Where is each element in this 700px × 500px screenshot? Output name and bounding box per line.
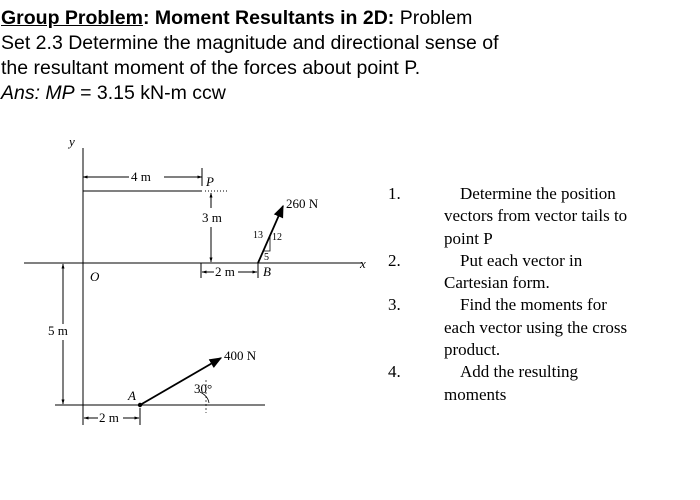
x-axis-label: x	[360, 256, 366, 271]
title-group-problem: Group Problem	[1, 7, 143, 29]
step-1	[386, 183, 686, 250]
origin-label: O	[90, 269, 100, 284]
header-line-2: Set 2.3 Determine the magnitude and directional sense of	[1, 32, 499, 54]
title-colon: :	[142, 7, 150, 29]
slope-triangle-260	[263, 235, 270, 251]
angle-30-label: 30°	[194, 381, 213, 396]
header-line-3: the resultant moment of the forces about point P.	[1, 57, 421, 79]
dim-4m-label: 4 m	[131, 169, 151, 184]
step-2	[386, 250, 686, 295]
point-b-label: B	[263, 264, 271, 279]
step-3-line-2: each vector using the cross	[444, 317, 628, 337]
dim-5m-label: 5 m	[48, 323, 68, 338]
dim-3m-label: 3 m	[202, 210, 222, 225]
step-4	[386, 361, 686, 406]
step-2-line-1: Put each vector in	[460, 250, 583, 270]
answer-label: Ans: MP	[1, 82, 75, 104]
step-1-line-1: Determine the position	[460, 184, 616, 203]
force-260-label: 260 N	[286, 196, 319, 211]
step-1-number: 1.	[388, 184, 401, 203]
dim-2m-b-label: 2 m	[215, 264, 235, 279]
step-2-number: 2.	[388, 250, 401, 270]
step-3-number: 3.	[388, 295, 401, 315]
title-topic: Moment Resultants in 2D:	[149, 7, 395, 29]
step-3-line-3: product.	[444, 340, 501, 360]
step-4-line-1: Add the resulting	[460, 362, 579, 382]
slope-12-label: 12	[272, 232, 282, 243]
step-2-line-2: Cartesian form.	[444, 273, 550, 293]
slope-13-label: 13	[253, 230, 263, 241]
step-1-line-3: point P	[444, 228, 493, 248]
point-a-dot	[138, 403, 142, 407]
point-p-label: P	[206, 174, 214, 189]
step-3	[386, 294, 686, 361]
step-4-line-2: moments	[444, 384, 507, 404]
solution-steps	[386, 183, 686, 406]
title-problem-word: Problem	[394, 7, 473, 29]
y-axis-label: y	[69, 134, 75, 149]
answer-value: = 3.15 kN-m ccw	[74, 82, 226, 104]
step-4-number: 4.	[388, 362, 401, 382]
force-400-label: 400 N	[224, 348, 257, 363]
step-3-line-1: Find the moments for	[460, 295, 607, 315]
step-1-line-2: vectors from vector tails to	[444, 206, 628, 226]
slope-5-label: 5	[264, 252, 269, 263]
dim-2m-a-label: 2 m	[99, 410, 119, 425]
point-a-label: A	[128, 388, 136, 403]
